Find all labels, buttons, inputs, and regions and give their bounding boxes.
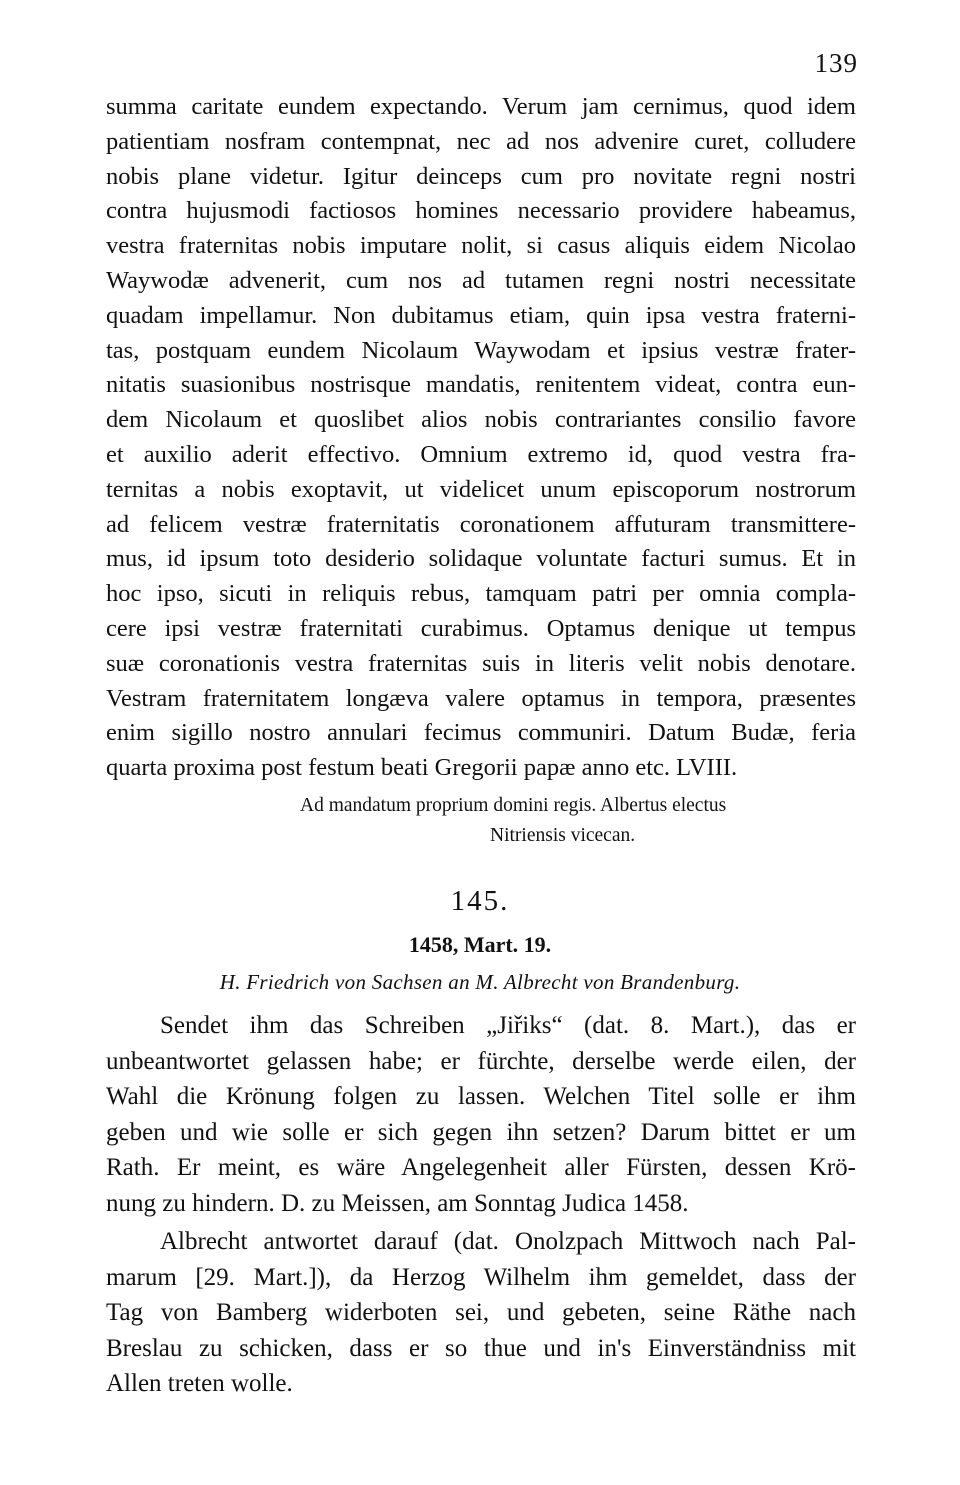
- signature-line: Nitriensis vicecan.: [490, 825, 636, 846]
- summary-line: Sendet ihm das Schreiben „Jiřiks“ (dat. 8. Mart.), das er: [160, 1012, 856, 1039]
- summary-line: Albrecht antwortet darauf (dat. Onolzpach Mittwoch nach Pal-: [160, 1228, 856, 1255]
- letter-line: summa caritate eundem expectando. Verum jam cernimus, quod idem: [106, 93, 856, 120]
- summary-line: marum [29. Mart.]), da Herzog Wilhelm ihm gemeldet, dass der: [106, 1263, 856, 1291]
- summary-line: Tag von Bamberg widerboten sei, und gebeten, seine Räthe nach: [106, 1299, 856, 1326]
- letter-line: nobis plane videtur. Igitur deinceps cum pro novitate regni nostri: [106, 162, 856, 190]
- letter-line: hoc ipso, sicuti in reliquis rebus, tamquam patri per omnia compla-: [106, 580, 856, 608]
- letter-line: Vestram fraternitatem longæva valere optamus in tempora, præsentes: [106, 684, 856, 712]
- letter-line: enim sigillo nostro annulari fecimus communiri. Datum Budæ, feria: [106, 719, 856, 747]
- signature-line: Ad mandatum proprium domini regis. Albertus electus: [300, 795, 727, 816]
- letter-text: [106, 90, 856, 786]
- letter-line: et auxilio aderit effectivo. Omnium extremo id, quod vestra fra-: [106, 440, 856, 468]
- letter-line: cere ipsi vestræ fraternitati curabimus. Optamus denique ut tempus: [106, 614, 856, 642]
- letter-line: contra hujusmodi factiosos homines necessario providere habeamus,: [106, 197, 856, 225]
- summary-line: nung zu hindern. D. zu Meissen, am Sonntag Judica 1458.: [106, 1189, 689, 1217]
- letter-line: tas, postquam eundem Nicolaum Waywodam et ipsius vestræ frater-: [106, 336, 856, 364]
- letter-line: nitatis suasionibus nostrisque mandatis, renitentem videat, contra eun-: [106, 371, 856, 399]
- letter-line: ternitas a nobis exoptavit, ut videlicet unum episcoporum nostrorum: [106, 475, 856, 503]
- summary-line: Breslau zu schicken, dass er so thue und in's Einverständniss mit: [106, 1334, 856, 1362]
- document-heading: H. Friedrich von Sachsen an M. Albrecht von Brandenburg.: [219, 970, 741, 994]
- summary-line: unbeantwortet gelassen habe; er fürchte, derselbe werde eilen, der: [106, 1047, 856, 1075]
- document-number: 145.: [450, 885, 510, 917]
- letter-line: mus, id ipsum toto desiderio solidaque voluntate facturi sumus. Et in: [106, 545, 856, 573]
- letter-line: suæ coronationis vestra fraternitas suis in literis velit nobis denotare.: [106, 649, 856, 677]
- letter-line: dem Nicolaum et quoslibet alios nobis contrariantes consilio favore: [106, 406, 856, 434]
- letter-line: quarta proxima post festum beati Gregorii papæ anno etc. LVIII.: [106, 754, 738, 782]
- signature-block: [300, 791, 860, 851]
- summary-line: Rath. Er meint, es wäre Angelegenheit aller Fürsten, dessen Krö-: [106, 1154, 856, 1181]
- document-date: 1458, Mart. 19.: [408, 932, 552, 957]
- letter-line: vestra fraternitas nobis imputare nolit, si casus aliquis eidem Nicolao: [106, 232, 856, 260]
- letter-line: Waywodæ advenerit, cum nos ad tutamen regni nostri necessitate: [106, 266, 856, 294]
- letter-line: quadam impellamur. Non dubitamus etiam, quin ipsa vestra fraterni-: [106, 301, 856, 329]
- letter-line: patientiam nosfram contempnat, nec ad nos advenire curet, colludere: [106, 127, 856, 155]
- summary-line: Wahl die Krönung folgen zu lassen. Welchen Titel solle er ihm: [106, 1083, 856, 1110]
- summary-line: geben und wie solle er sich gegen ihn setzen? Darum bittet er um: [106, 1118, 856, 1146]
- summary-paragraph: [106, 1008, 856, 1221]
- summary-line: Allen treten wolle.: [106, 1370, 293, 1397]
- letter-line: ad felicem vestræ fraternitatis coronationem affuturam transmittere-: [106, 510, 856, 538]
- summary-paragraph: [106, 1224, 856, 1402]
- page-number: 139: [814, 48, 858, 78]
